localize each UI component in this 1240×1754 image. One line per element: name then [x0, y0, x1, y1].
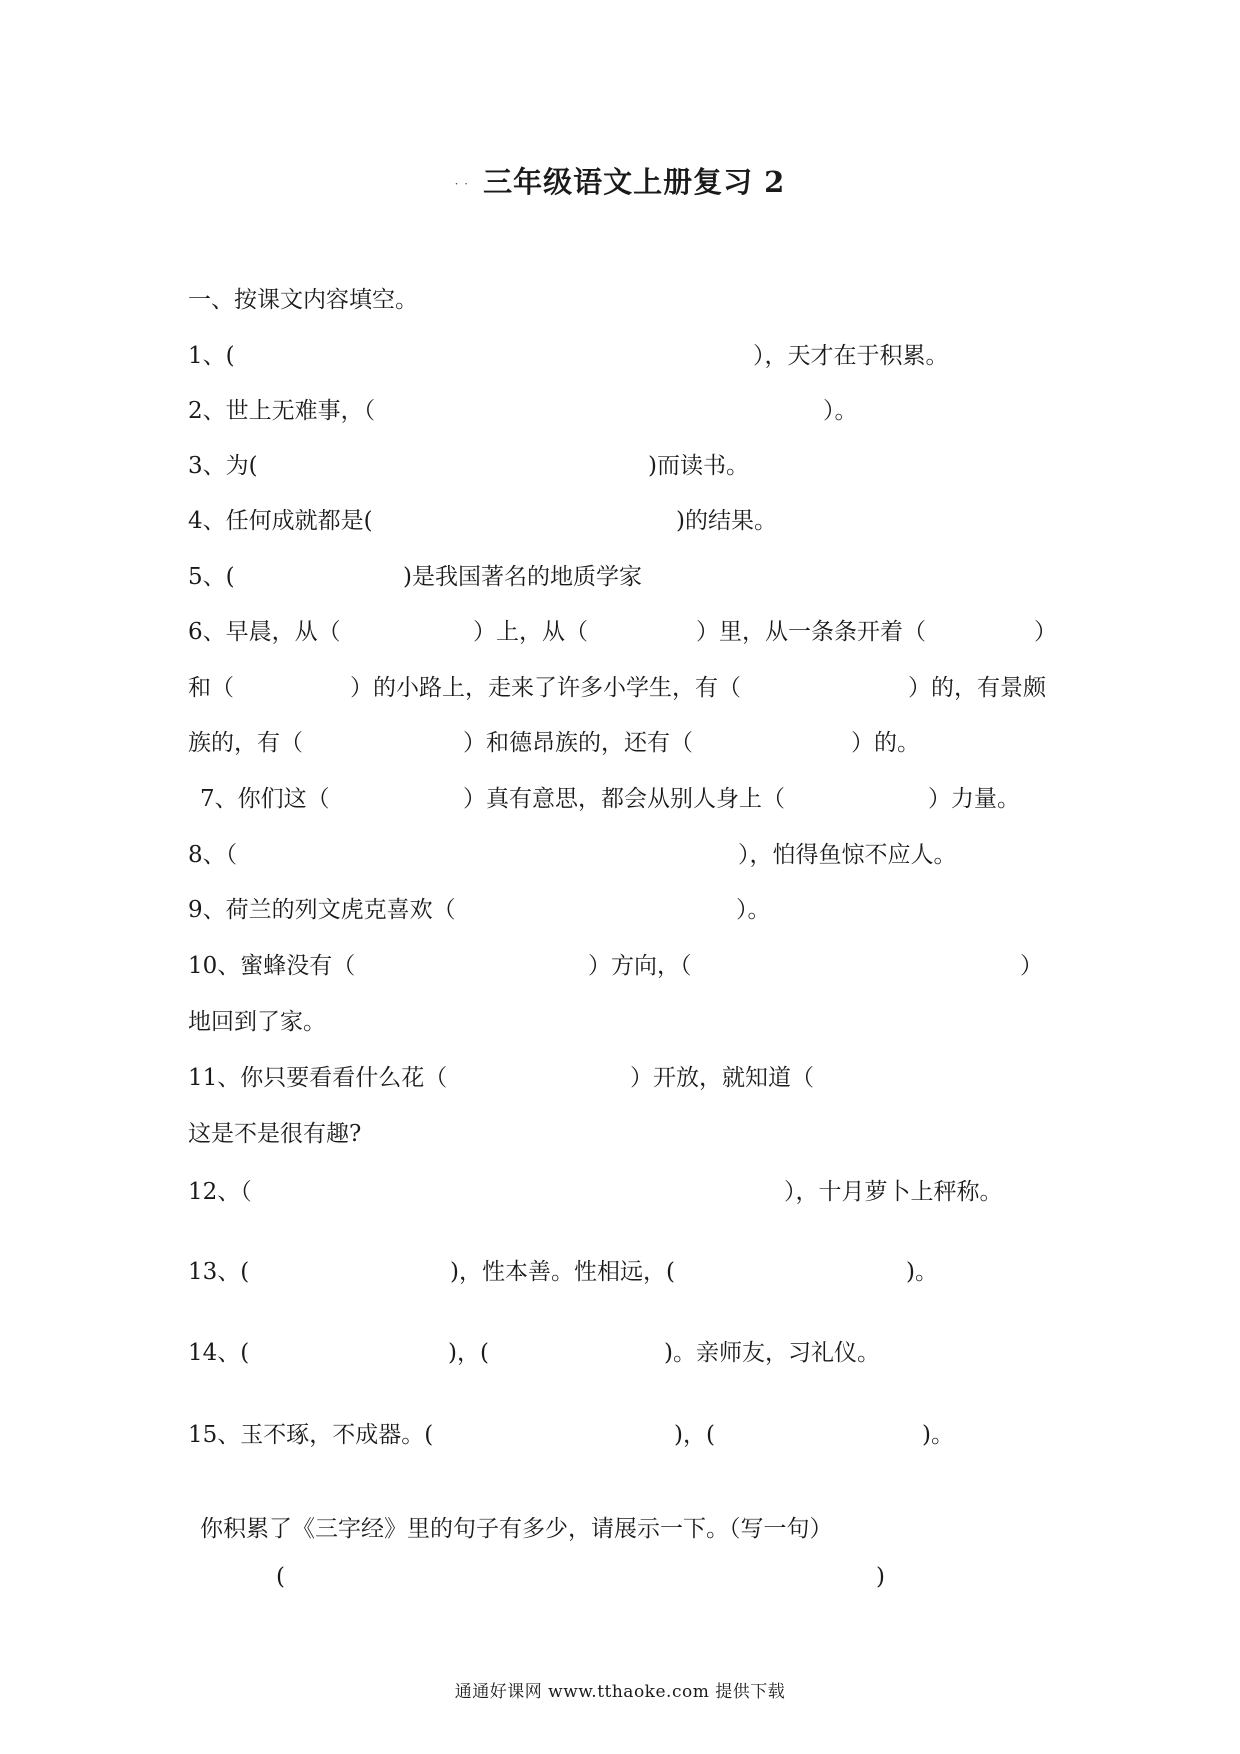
question-text: 7、你们这（ — [200, 786, 330, 812]
question-text: ）。 — [736, 897, 771, 923]
question-text: ）开放，就知道（ — [630, 1065, 814, 1091]
question-text: ）的小路上，走来了许多小学生，有（ — [350, 675, 741, 701]
question-text: 和（ — [188, 675, 234, 701]
question-text: ），天才在于积累。 — [753, 343, 949, 369]
question-text: 2、世上无难事，（ — [188, 398, 376, 424]
question-text: ）真有意思，都会从别人身上（ — [463, 786, 785, 812]
question-text: 1、( — [188, 343, 235, 369]
question-text: 11、你只要看看什么花（ — [188, 1065, 448, 1091]
question-text: ）上，从（ — [473, 619, 588, 645]
answer-open-paren: ( — [276, 1564, 285, 1590]
question-text: 10、蜜蜂没有（ — [188, 953, 356, 979]
extra-prompt-text: 你积累了《三字经》里的句子有多少，请展示一下。（写一句） — [200, 1516, 833, 1542]
question-text: 6、早晨，从（ — [188, 619, 341, 645]
question-text: )，( — [448, 1340, 489, 1366]
title-dots: · · — [454, 177, 470, 191]
question-text: )，性本善。性相远，( — [450, 1259, 675, 1285]
question-text: ）的，有景颇 — [908, 675, 1046, 701]
question-text: ）的。 — [851, 730, 920, 756]
answer-close-paren: ) — [876, 1564, 885, 1590]
question-text: 9、荷兰的列文虎克喜欢（ — [188, 897, 456, 923]
question-text: ）。 — [823, 398, 858, 424]
question-text: ）力量。 — [928, 786, 1020, 812]
question-text: )，( — [674, 1422, 715, 1448]
question-text: )。亲师友，习礼仪。 — [664, 1340, 880, 1366]
question-text: ），十月萝卜上秤称。 — [784, 1179, 1003, 1205]
question-text: 5、( — [188, 564, 235, 590]
question-text: )。 — [922, 1422, 954, 1448]
question-text: 8、（ — [188, 842, 238, 868]
question-text: )的结果。 — [676, 508, 777, 534]
question-text: ） — [1020, 953, 1043, 979]
question-text: ）方向，（ — [588, 953, 692, 979]
page-footer: 通通好课网 www.tthaoke.com 提供下载 — [454, 1682, 786, 1702]
page-title — [0, 160, 1240, 201]
question-text: ）里，从一条条开着（ — [696, 619, 926, 645]
question-text: 12、（ — [188, 1179, 252, 1205]
title-text: 三年级语文上册复习 2 — [483, 165, 786, 199]
section-heading-text: 一、按课文内容填空。 — [188, 287, 418, 313]
question-text: 这是不是很有趣? — [188, 1121, 362, 1147]
question-text: 3、为( — [188, 453, 258, 479]
question-text: 4、任何成就都是( — [188, 508, 373, 534]
question-text: 15、玉不琢，不成器。( — [188, 1422, 434, 1448]
question-text: )是我国著名的地质学家 — [403, 564, 642, 590]
question-text: ） — [1034, 619, 1057, 645]
question-text: ）和德昂族的，还有（ — [463, 730, 693, 756]
question-text: )而读书。 — [648, 453, 749, 479]
question-text: 族的，有（ — [188, 730, 303, 756]
question-text: )。 — [906, 1259, 938, 1285]
question-text: 13、( — [188, 1259, 250, 1285]
question-text: 14、( — [188, 1340, 250, 1366]
question-text: 地回到了家。 — [188, 1009, 326, 1035]
question-text: ），怕得鱼惊不应人。 — [738, 842, 957, 868]
